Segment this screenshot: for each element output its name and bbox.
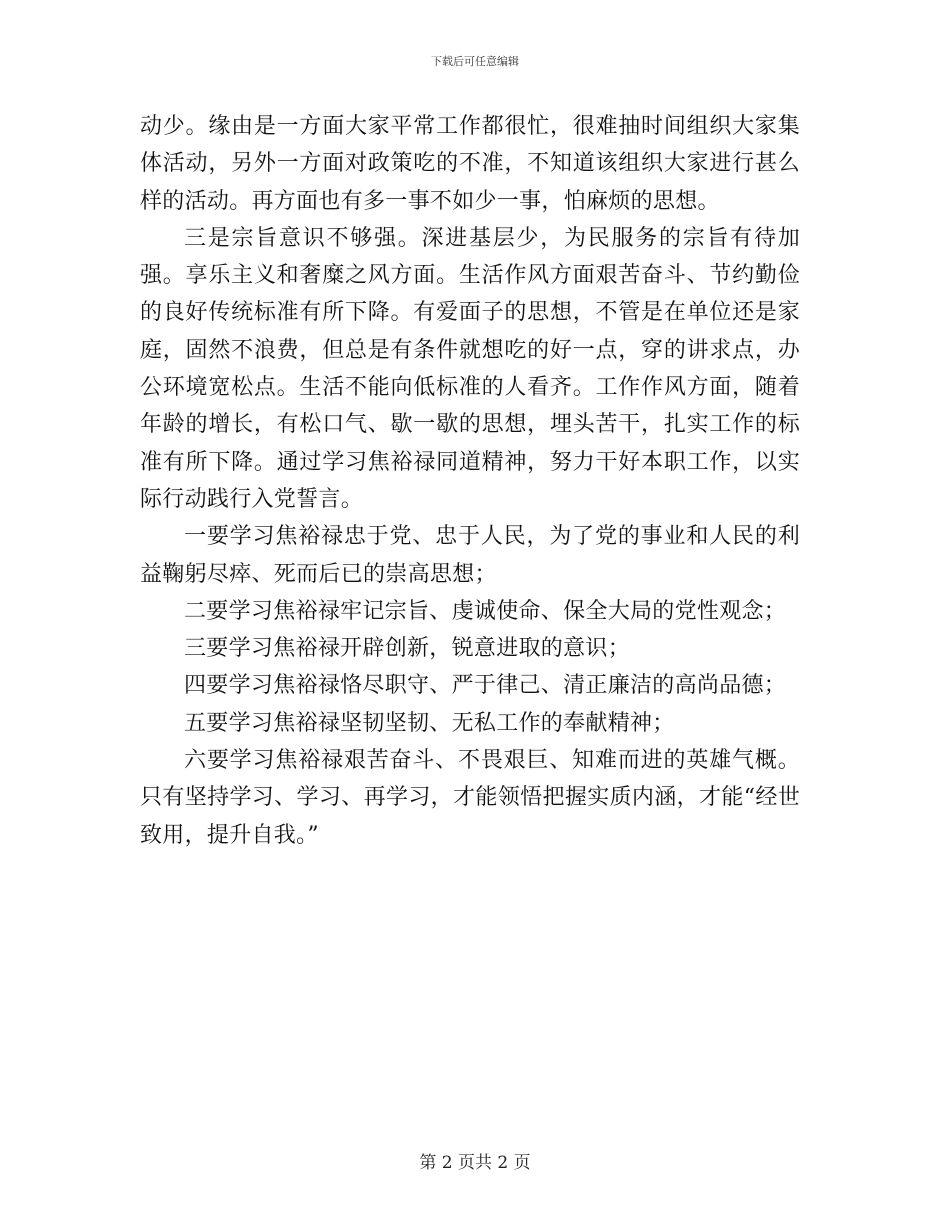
paragraph-purpose-awareness: 三是宗旨意识不够强。深进基层少，为民服务的宗旨有待加强。享乐主义和奢糜之风方面。生活作风方面艰苦奋斗、节约勤俭的良好传统标准有所下降。有爱面子的思想，不管是在单位还是家庭，固然不浪费，但总是有条件就想吃的好一点，穿的讲求点，办公环境宽松点。生活不能向低标准的人看齐。工作作风方面，随着年龄的增长，有松口气、歇一歇的思想，埋头苦干，扎实工作的标准有所下降。通过学习焦裕禄同道精神，努力干好本职工作，以实际行动践行入党誓言。	[140, 225, 800, 512]
paragraph-learn-item-1: 一要学习焦裕禄忠于党、忠于人民，为了党的事业和人民的利益鞠躬尽瘁、死而后已的崇高思想；	[140, 524, 800, 587]
paragraph-learn-item-2: 二要学习焦裕禄牢记宗旨、虔诚使命、保全大局的党性观念；	[184, 598, 787, 624]
page-number-footer: 第 2 页共 2 页	[419, 1153, 531, 1173]
document-body	[140, 108, 800, 854]
paragraph-learn-item-5: 五要学习焦裕禄坚韧坚韧、无私工作的奉献精神；	[184, 710, 675, 736]
paragraph-continuation: 动少。缘由是一方面大家平常工作都很忙，很难抽时间组织大家集体活动，另外一方面对政策吃的不准，不知道该组织大家进行甚么样的活动。再方面也有多一事不如少一事，怕麻烦的思想。	[140, 114, 800, 214]
paragraph-learn-item-4: 四要学习焦裕禄恪尽职守、严于律己、清正廉洁的高尚品德；	[184, 673, 787, 699]
paragraph-learn-item-6: 六要学习焦裕禄艰苦奋斗、不畏艰巨、知难而进的英雄气概。只有坚持学习、学习、再学习，才能领悟把握实质内涵，才能“经世致用，提升自我。”	[140, 748, 800, 848]
paragraph-learn-item-3: 三要学习焦裕禄开辟创新，锐意进取的意识；	[184, 636, 631, 662]
page-header: 下载后可任意编辑	[431, 55, 519, 68]
